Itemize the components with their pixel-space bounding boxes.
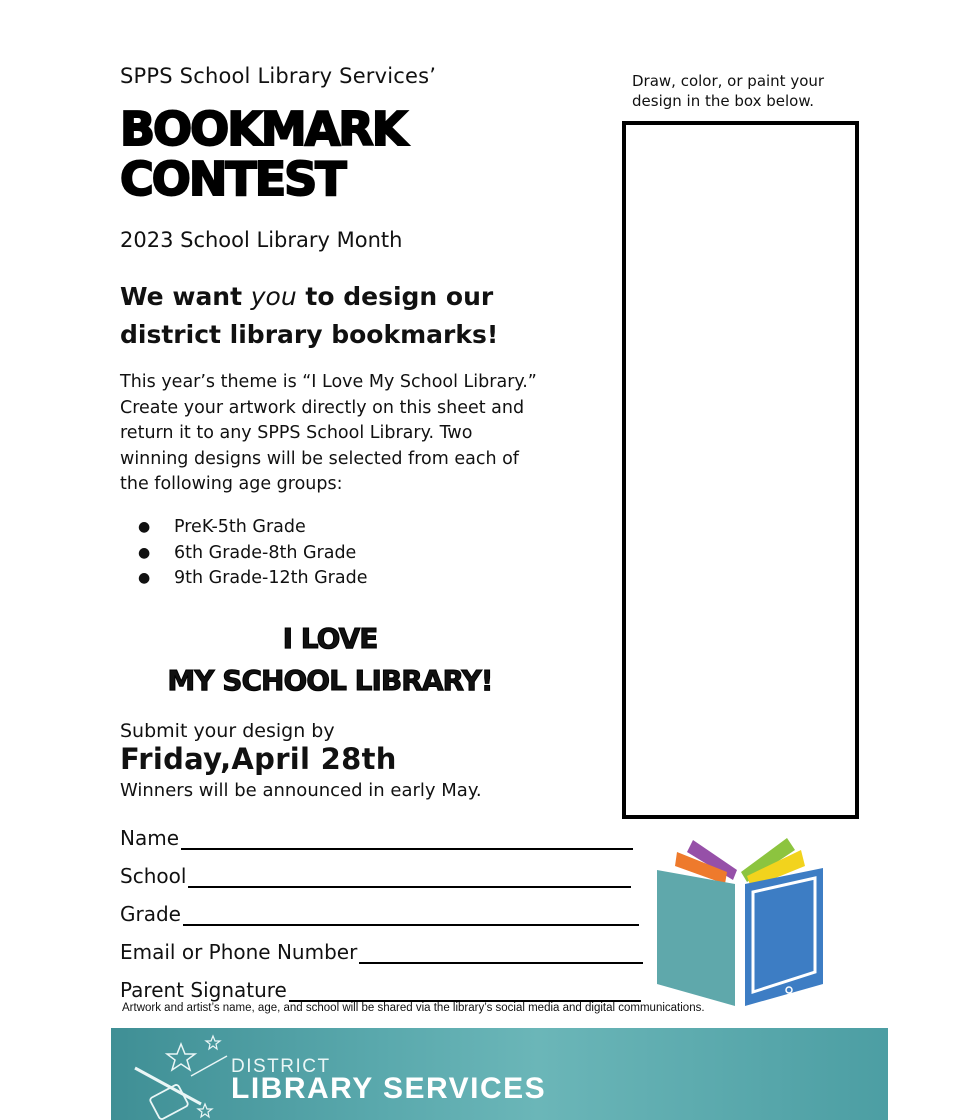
contest-title [120, 104, 405, 204]
district-banner [111, 1028, 888, 1120]
grade-line[interactable] [183, 904, 639, 926]
slogan-line-2: MY SCHOOL LIBRARY! [167, 664, 493, 697]
bookmark-drawing-box[interactable] [622, 121, 859, 819]
deadline-date: Friday,April 28th [120, 742, 397, 776]
age-group-list [138, 515, 367, 592]
star-icon [167, 1044, 195, 1070]
grade-label: Grade [120, 902, 181, 926]
title-line-1: BOOKMARK [120, 102, 406, 156]
library-month: 2023 School Library Month [120, 228, 403, 252]
name-field[interactable] [120, 822, 633, 850]
list-item [138, 566, 367, 592]
headline-part-1: We want [120, 282, 251, 311]
list-item [138, 515, 367, 541]
age-group-label: 9th Grade-12th Grade [174, 568, 368, 588]
drawing-instruction: Draw, color, or paint your design in the box below. [632, 72, 825, 110]
list-item [138, 541, 367, 567]
contact-label: Email or Phone Number [120, 940, 358, 964]
grade-field[interactable] [120, 898, 639, 926]
tablet-right-page-icon [745, 868, 823, 1006]
submit-intro: Submit your design by [120, 720, 335, 742]
disclaimer: Artwork and artist’s name, age, and school will be shared via the library’s social media and digital communications. [122, 1002, 705, 1014]
bullet-icon: ● [138, 519, 151, 535]
slogan [120, 618, 540, 702]
school-field[interactable] [120, 860, 631, 888]
headline [120, 278, 560, 354]
age-group-label: PreK-5th Grade [174, 517, 306, 537]
parent-signature-label: Parent Signature [120, 978, 287, 1002]
winners-note: Winners will be announced in early May. [120, 780, 482, 801]
theme-description: This year’s theme is “I Love My School Library.” Create your artwork directly on this sheet and return it to any SPPS School Library. Two winning designs will be selected from each of the following age groups: [120, 372, 537, 494]
banner-district: DISTRICT [231, 1056, 331, 1077]
name-label: Name [120, 826, 180, 850]
parent-signature-field[interactable] [120, 974, 641, 1002]
book-left-page-icon [657, 870, 735, 1006]
contact-field[interactable] [120, 936, 643, 964]
age-group-label: 6th Grade-8th Grade [174, 542, 357, 563]
contact-line[interactable] [359, 942, 643, 964]
slogan-line-1: I LOVE [282, 622, 378, 655]
title-line-2: CONTEST [120, 152, 345, 206]
parent-signature-line[interactable] [289, 980, 641, 1002]
school-label: School [120, 864, 187, 888]
headline-part-2: to design our district library bookmarks! [120, 282, 499, 349]
name-line[interactable] [181, 828, 633, 850]
open-book-tablet-icon [655, 836, 827, 1008]
organization-name: SPPS School Library Services’ [120, 64, 437, 88]
star-bottom-icon [198, 1104, 212, 1117]
pen-line-icon [191, 1056, 227, 1076]
bullet-icon: ● [138, 570, 151, 586]
bullet-icon: ● [138, 544, 151, 561]
school-line[interactable] [188, 866, 631, 888]
tablet-outline-icon [149, 1084, 189, 1120]
pen-tablet-star-icon [131, 1034, 231, 1120]
headline-emphasis: you [250, 282, 297, 311]
star-small-icon [206, 1036, 220, 1049]
pen-icon [135, 1068, 201, 1104]
banner-library-services: LIBRARY SERVICES [231, 1072, 547, 1105]
